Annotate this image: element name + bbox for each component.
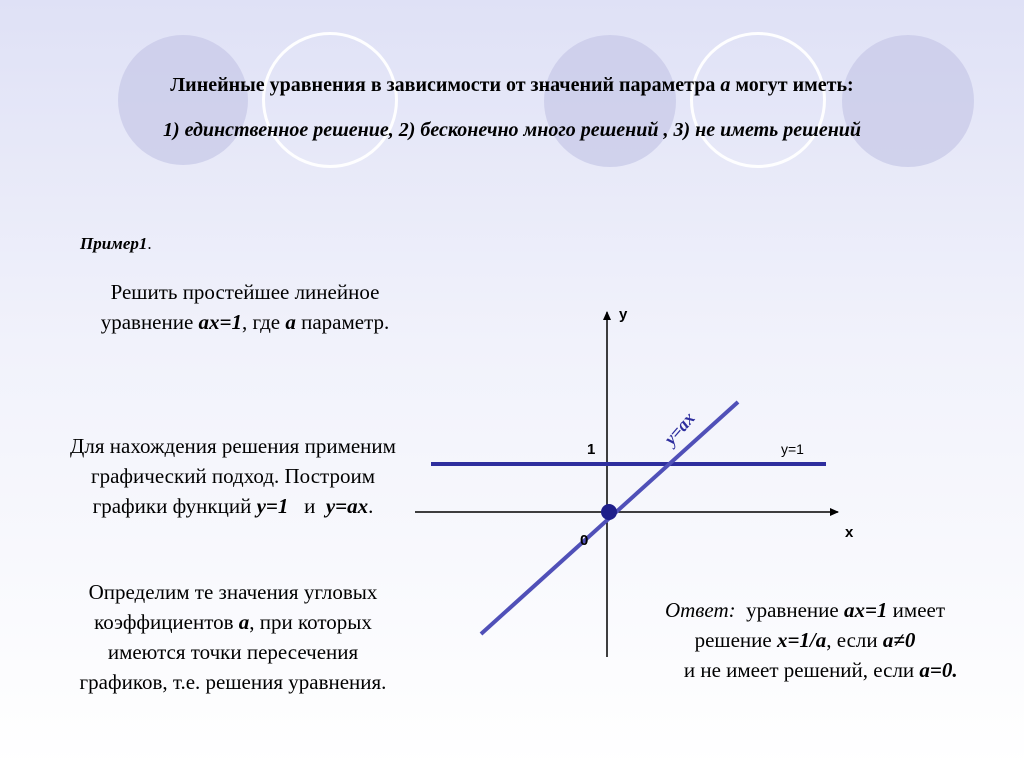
answer-text-3: , если (826, 628, 883, 652)
approach-text-1: Для нахождения решения применим графический подход. Построим графики функций (70, 434, 396, 518)
answer-label: Ответ: (664, 598, 736, 622)
determine-text-1: Определим те значения угловых коэффициентов (88, 580, 378, 634)
y-axis-label: у (619, 306, 628, 323)
example-label-text: Пример1 (80, 234, 148, 253)
origin-point (601, 504, 617, 520)
determine-text-2: , при которых имеются точки пересечения графиков, т.е. решения уравнения. (79, 610, 387, 694)
line-y1-label: у=1 (781, 441, 804, 457)
line-yax-label: y=ax (659, 408, 699, 449)
x-axis-label: х (845, 524, 854, 541)
origin-label: 0 (580, 532, 589, 549)
task-text-3: параметр. (295, 310, 390, 334)
approach-text-2: и (288, 494, 326, 518)
example-label-dot: . (147, 234, 152, 253)
heading-line-1-text: Линейные уравнения в зависимости от значений параметра (170, 74, 721, 96)
task-param: а (285, 310, 296, 334)
answer-text-2: имеет решение (694, 598, 946, 652)
answer-condition-1: а≠0 (882, 628, 916, 652)
approach-function-1: у=1 (256, 494, 289, 518)
answer-solution: х=1/а (776, 628, 827, 652)
task-text-2: , где (242, 310, 286, 334)
approach-text-3: . (368, 494, 374, 518)
one-label: 1 (587, 441, 596, 458)
answer-text-4: и не имеет решений, если (652, 658, 920, 682)
heading-line-1-end: могут иметь: (730, 74, 854, 96)
answer-equation: ах=1 (843, 598, 888, 622)
approach-function-2: у=ах (325, 494, 369, 518)
task-text-1: Решить простейшее линейное уравнение (100, 280, 380, 334)
heading-line-2: 1) единственное решение, 2) бесконечно много решений , 3) не иметь решений (162, 119, 862, 141)
answer-text-1: уравнение (735, 598, 844, 622)
heading-param: а (720, 74, 731, 96)
determine-param: а (238, 610, 250, 634)
answer-condition-2: а=0. (919, 658, 958, 682)
task-equation: ах=1 (198, 310, 243, 334)
